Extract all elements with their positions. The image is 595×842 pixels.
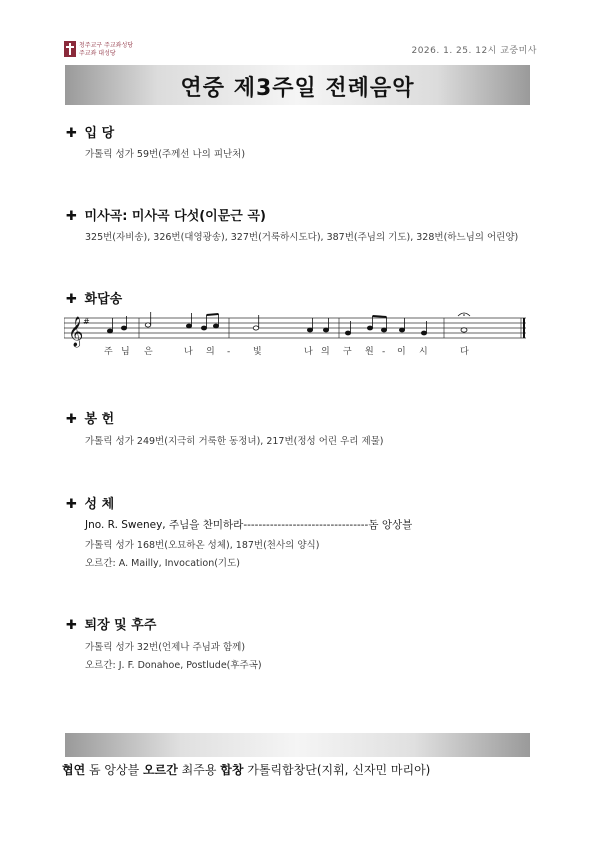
performers-credit [62, 761, 430, 778]
heading-text: 퇴장 및 후주 [84, 618, 157, 633]
cross-logo-icon [64, 41, 76, 57]
title-banner [65, 65, 530, 105]
cross-icon: ✚ [66, 292, 77, 307]
lyric-syllable: 다 [460, 347, 469, 357]
lyric-syllable: 의 [206, 347, 215, 357]
cross-icon: ✚ [66, 497, 77, 512]
cross-icon: ✚ [66, 618, 77, 633]
lyric-syllable: 님 [121, 347, 130, 357]
lyric-syllable: 의 [321, 347, 330, 357]
lyric-syllable: 빛 [253, 347, 262, 357]
offertory-line: 가톨릭 성가 249번(지극히 거룩한 동정녀), 217번(정성 어린 우리 제물) [85, 436, 384, 447]
credit-value: 돔 앙상블 [89, 763, 140, 777]
credit-label: 합창 [220, 763, 244, 777]
cross-icon: ✚ [66, 126, 77, 141]
lyric-syllable: 원 [365, 347, 374, 357]
parish-logo [64, 41, 144, 59]
lyric-syllable: 주 [104, 347, 113, 357]
heading-text: 미사곡: 미사곡 다섯(이문근 곡) [84, 209, 266, 224]
psalm-music-staff [64, 310, 526, 370]
communion-lead-line: Jno. R. Sweney, 주님을 찬미하라---------------------------------돔 앙상블 [85, 519, 413, 531]
section-recessional-heading [66, 614, 156, 633]
section-entrance-heading [66, 122, 114, 141]
logo-text-2: 주교좌 대성당 [79, 50, 116, 57]
lyric-syllable: 나 [304, 347, 313, 357]
lyric-syllable: - [227, 347, 231, 357]
credit-value: 가톨릭합창단(지휘, 신자민 마리아) [247, 763, 431, 777]
lyric-syllable: 시 [419, 347, 428, 357]
mass-date: 2026. 1. 25. 12시 교중미사 [411, 46, 537, 56]
section-kyrie-heading [66, 205, 266, 224]
psalm-lyrics [104, 345, 469, 357]
heading-text: 입 당 [84, 126, 115, 141]
lyric-syllable: 은 [144, 347, 153, 357]
footer-banner [65, 733, 530, 757]
lyric-syllable: 구 [343, 347, 352, 357]
logo-text-1: 청주교구 주교좌성당 [79, 42, 134, 49]
recessional-line-1: 가톨릭 성가 32번(언제나 주님과 함께) [85, 642, 246, 653]
treble-clef-icon: 𝄞 [68, 317, 84, 347]
entrance-line: 가톨릭 성가 59번(주께선 나의 피난처) [85, 149, 246, 160]
heading-text: 성 체 [84, 497, 115, 512]
credit-label: 협연 [62, 763, 86, 777]
heading-text: 봉 헌 [84, 412, 115, 427]
credit-value: 최주용 [181, 763, 217, 777]
cross-icon: ✚ [66, 209, 77, 224]
kyrie-line: 325번(자비송), 326번(대영광송), 327번(거룩하시도다), 387번(주님의 기도), 328번(하느님의 어린양) [85, 232, 519, 243]
recessional-line-2: 오르간: J. F. Donahoe, Postlude(후주곡) [85, 660, 262, 671]
lyric-syllable: 나 [184, 347, 193, 357]
section-communion-heading [66, 493, 114, 512]
communion-line-2: 오르간: A. Mailly, Invocation(기도) [85, 558, 240, 569]
heading-text: 화답송 [84, 292, 123, 307]
lyric-syllable: - [382, 347, 386, 357]
communion-line-1: 가톨릭 성가 168번(오묘하온 성체), 187번(천사의 양식) [85, 540, 320, 551]
credit-label: 오르간 [143, 763, 178, 777]
section-offertory-heading [66, 408, 114, 427]
cross-icon: ✚ [66, 412, 77, 427]
page-title: 연중 제3주일 전례음악 [180, 76, 415, 101]
section-psalm-heading [66, 288, 122, 307]
svg-text:#: # [83, 317, 90, 326]
lyric-syllable: 이 [397, 347, 406, 357]
